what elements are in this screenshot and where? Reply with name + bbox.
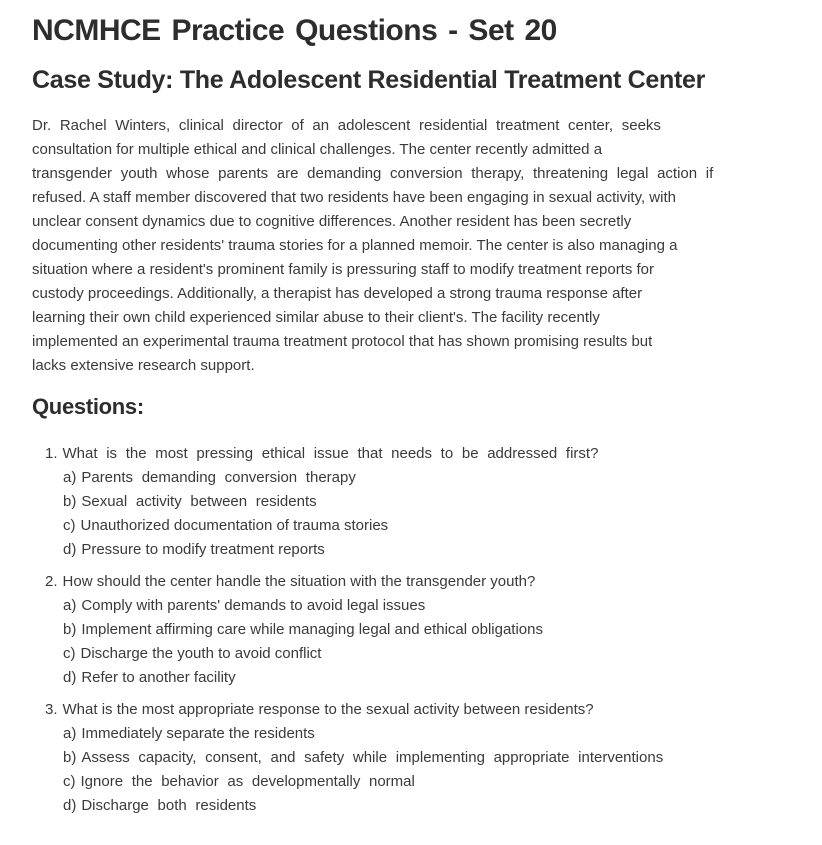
option-line	[32, 514, 790, 538]
paragraph-line: transgender youth whose parents are demanding conversion therapy, threatening legal action if	[32, 165, 714, 182]
option-line	[32, 666, 790, 690]
option-line	[32, 642, 790, 666]
question-item	[32, 698, 790, 818]
option-text: Sexual activity between residents	[81, 493, 317, 510]
option-label: a)	[63, 469, 77, 486]
option-label: d)	[63, 797, 77, 814]
paragraph-line: custody proceedings. Additionally, a therapist has developed a strong trauma response after	[32, 285, 643, 302]
option-label: b)	[63, 493, 77, 510]
question-number: 3.	[45, 701, 58, 718]
paragraph-line: Dr. Rachel Winters, clinical director of an adolescent residential treatment center, seeks	[32, 117, 661, 134]
option-line	[32, 538, 790, 562]
option-line	[32, 746, 790, 770]
paragraph-line: implemented an experimental trauma treatment protocol that has shown promising results but	[32, 333, 653, 350]
option-label: c)	[63, 517, 76, 534]
question-text: How should the center handle the situation with the transgender youth?	[62, 573, 536, 590]
option-label: a)	[63, 597, 77, 614]
option-label: c)	[63, 645, 76, 662]
question-item	[32, 570, 790, 690]
question-text: What is the most pressing ethical issue that needs to be addressed first?	[62, 445, 599, 462]
questions-list	[32, 442, 790, 818]
paragraph-line: situation where a resident's prominent family is pressuring staff to modify treatment reports for	[32, 261, 655, 278]
option-text: Discharge both residents	[81, 797, 257, 814]
option-label: c)	[63, 773, 76, 790]
option-label: d)	[63, 669, 77, 686]
option-line	[32, 490, 790, 514]
paragraph-line: refused. A staff member discovered that two residents have been engaging in sexual activity, with	[32, 189, 676, 206]
paragraph-line: learning their own child experienced similar abuse to their client's. The facility recently	[32, 309, 600, 326]
option-text: Assess capacity, consent, and safety while implementing appropriate interventions	[81, 749, 664, 766]
option-label: b)	[63, 621, 77, 638]
option-text: Immediately separate the residents	[81, 725, 315, 742]
option-label: b)	[63, 749, 77, 766]
paragraph-line: lacks extensive research support.	[32, 357, 255, 374]
option-line	[32, 770, 790, 794]
page-title: NCMHCE Practice Questions - Set 20	[32, 14, 557, 47]
option-line	[32, 618, 790, 642]
option-text: Discharge the youth to avoid conflict	[80, 645, 322, 662]
case-study-paragraph	[32, 114, 790, 378]
option-text: Ignore the behavior as developmentally normal	[80, 773, 415, 790]
option-label: d)	[63, 541, 77, 558]
option-text: Parents demanding conversion therapy	[81, 469, 356, 486]
questions-heading: Questions:	[32, 394, 144, 419]
question-item	[32, 442, 790, 562]
option-line	[32, 794, 790, 818]
option-text: Unauthorized documentation of trauma stories	[80, 517, 389, 534]
option-line	[32, 722, 790, 746]
paragraph-line: consultation for multiple ethical and clinical challenges. The center recently admitted a	[32, 141, 603, 158]
question-line	[32, 570, 790, 594]
option-text: Comply with parents' demands to avoid legal issues	[81, 597, 426, 614]
option-text: Implement affirming care while managing legal and ethical obligations	[81, 621, 543, 638]
option-text: Pressure to modify treatment reports	[81, 541, 325, 558]
paragraph-line: unclear consent dynamics due to cognitive differences. Another resident has been secretly	[32, 213, 632, 230]
question-number: 1.	[45, 445, 58, 462]
option-label: a)	[63, 725, 77, 742]
question-line	[32, 442, 790, 466]
case-study-heading: Case Study: The Adolescent Residential Treatment Center	[32, 66, 706, 94]
option-line	[32, 466, 790, 490]
question-text: What is the most appropriate response to the sexual activity between residents?	[62, 701, 594, 718]
question-line	[32, 698, 790, 722]
option-text: Refer to another facility	[81, 669, 236, 686]
option-line	[32, 594, 790, 618]
question-number: 2.	[45, 573, 58, 590]
paragraph-line: documenting other residents' trauma stories for a planned memoir. The center is also managing a	[32, 237, 678, 254]
